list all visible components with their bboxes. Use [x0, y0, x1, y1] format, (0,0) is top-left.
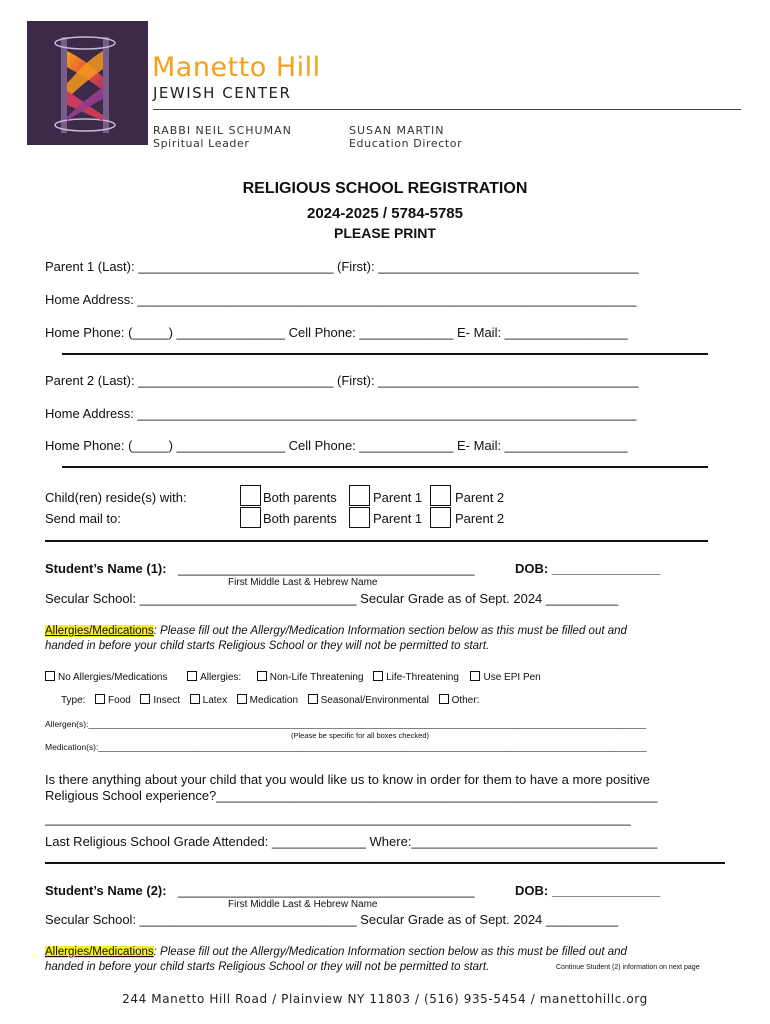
mail-both-checkbox[interactable] — [240, 507, 261, 528]
experience-question: Is there anything about your child that you would like us to know in order for them to have a more positive — [45, 772, 650, 787]
medication-checkbox[interactable] — [237, 694, 247, 704]
student1-dob-field[interactable]: DOB: _______________ — [515, 561, 661, 576]
student2-name-field[interactable]: _________________________________________ — [178, 883, 475, 898]
parent2-name-field[interactable]: Parent 2 (Last): ___________________________ (First): ____________________________________ — [45, 373, 639, 388]
student2-school-field[interactable]: Secular School: ______________________________ Secular Grade as of Sept. 2024 __________ — [45, 912, 619, 927]
resides-parent1-checkbox[interactable] — [349, 485, 370, 506]
life-threatening-checkbox[interactable] — [373, 671, 383, 681]
name-hint: First Middle Last & Hebrew Name — [228, 899, 378, 910]
option-label: Insect — [153, 695, 181, 706]
staff-name: RABBI NEIL SCHUMAN — [153, 124, 292, 137]
option-label: Non-Life Threatening — [269, 672, 364, 683]
option-label: Medication — [249, 695, 299, 706]
mail-parent2-checkbox[interactable] — [430, 507, 451, 528]
allergies-checkbox[interactable] — [187, 671, 197, 681]
org-subtitle: JEWISH CENTER — [153, 84, 292, 102]
option-label: No Allergies/Medications — [58, 672, 168, 683]
allergy-text: : Please fill out the Allergy/Medication Information section below as this must be filled out and — [153, 946, 627, 958]
student1-name-field[interactable]: _________________________________________ — [178, 561, 475, 576]
last-grade-field[interactable]: Last Religious School Grade Attended: _____________ Where:__________________________________ — [45, 834, 658, 849]
allergy-text: handed in before your child starts Religious School or they will not be permitted to start. — [45, 640, 490, 652]
allergy-notice — [45, 946, 627, 958]
send-mail-label: Send mail to: — [45, 511, 121, 526]
allergy-title: Allergies/Medications — [45, 625, 154, 637]
section-divider — [62, 353, 708, 355]
resides-both-checkbox[interactable] — [240, 485, 261, 506]
section-divider — [62, 466, 708, 468]
parent1-name-field[interactable]: Parent 1 (Last): ___________________________ (First): ____________________________________ — [45, 259, 639, 274]
header-divider — [153, 109, 741, 110]
section-divider — [45, 862, 725, 864]
option-label: Both parents — [263, 511, 337, 526]
option-label: Latex — [202, 695, 228, 706]
staff-role: Spiritual Leader — [153, 137, 250, 150]
epi-pen-checkbox[interactable] — [470, 671, 480, 681]
option-label: Parent 1 — [373, 511, 423, 526]
staff-role: Education Director — [349, 137, 463, 150]
section-divider — [45, 540, 708, 542]
option-label: Parent 2 — [455, 511, 505, 526]
no-allergies-checkbox[interactable] — [45, 671, 55, 681]
option-label: Use EPI Pen — [483, 672, 541, 683]
allergy-text: : Please fill out the Allergy/Medication Information section below as this must be filled out and — [153, 625, 627, 637]
food-checkbox[interactable] — [95, 694, 105, 704]
seasonal-checkbox[interactable] — [308, 694, 318, 704]
latex-checkbox[interactable] — [190, 694, 200, 704]
allergy-options — [45, 671, 541, 683]
allergy-title: Allergies/Medications — [45, 946, 154, 958]
option-label: Other: — [451, 695, 480, 706]
specific-hint: (Please be specific for all boxes checked) — [291, 731, 429, 740]
parent2-address-field[interactable]: Home Address: _____________________________________________________________________ — [45, 406, 637, 421]
allergy-notice — [45, 625, 627, 637]
medication-field[interactable]: Medication(s):____________________________________________________________________________________________________________________ — [45, 742, 647, 752]
type-options — [61, 694, 479, 706]
name-hint: First Middle Last & Hebrew Name — [228, 577, 378, 588]
option-label: Parent 2 — [455, 490, 505, 505]
other-checkbox[interactable] — [439, 694, 449, 704]
student1-school-field[interactable]: Secular School: ______________________________ Secular Grade as of Sept. 2024 __________ — [45, 591, 619, 606]
student2-dob-field[interactable]: DOB: _______________ — [515, 883, 661, 898]
org-name: Manetto Hill — [152, 52, 321, 83]
parent1-address-field[interactable]: Home Address: _____________________________________________________________________ — [45, 292, 637, 307]
school-year: 2024-2025 / 5784-5785 — [307, 205, 463, 222]
experience-field[interactable]: Religious School experience?_____________________________________________________________ — [45, 788, 658, 803]
type-label: Type: — [61, 695, 86, 706]
please-print: PLEASE PRINT — [334, 225, 436, 241]
form-title: RELIGIOUS SCHOOL REGISTRATION — [242, 180, 528, 197]
logo — [27, 21, 148, 145]
option-label: Parent 1 — [373, 490, 423, 505]
allergy-text: handed in before your child starts Religious School or they will not be permitted to start. — [45, 961, 490, 973]
parent2-phone-field[interactable]: Home Phone: (_____) _______________ Cell Phone: _____________ E- Mail: _________________ — [45, 438, 628, 453]
student2-name-label: Student’s Name (2): — [45, 883, 167, 898]
staff-name: SUSAN MARTIN — [349, 124, 445, 137]
option-label: Both parents — [263, 490, 337, 505]
allergen-field[interactable]: Allergen(s):______________________________________________________________________________________________________________________ — [45, 719, 647, 729]
option-label: Seasonal/Environmental — [320, 695, 429, 706]
option-label: Life-Threatening — [386, 672, 459, 683]
footer-address: 244 Manetto Hill Road / Plainview NY 11803 / (516) 935-5454 / manettohillc.org — [122, 992, 648, 1006]
student1-name-label: Student’s Name (1): — [45, 561, 167, 576]
continue-note: Continue Student (2) information on next page — [556, 964, 700, 971]
option-label: Allergies: — [200, 672, 242, 683]
experience-field-extra[interactable]: _________________________________________________________________________________ — [45, 811, 631, 826]
option-label: Food — [108, 695, 131, 706]
insect-checkbox[interactable] — [140, 694, 150, 704]
torah-logo-icon — [27, 21, 148, 145]
resides-parent2-checkbox[interactable] — [430, 485, 451, 506]
non-life-threatening-checkbox[interactable] — [257, 671, 267, 681]
parent1-phone-field[interactable]: Home Phone: (_____) _______________ Cell Phone: _____________ E- Mail: _________________ — [45, 325, 628, 340]
resides-label: Child(ren) reside(s) with: — [45, 490, 187, 505]
mail-parent1-checkbox[interactable] — [349, 507, 370, 528]
